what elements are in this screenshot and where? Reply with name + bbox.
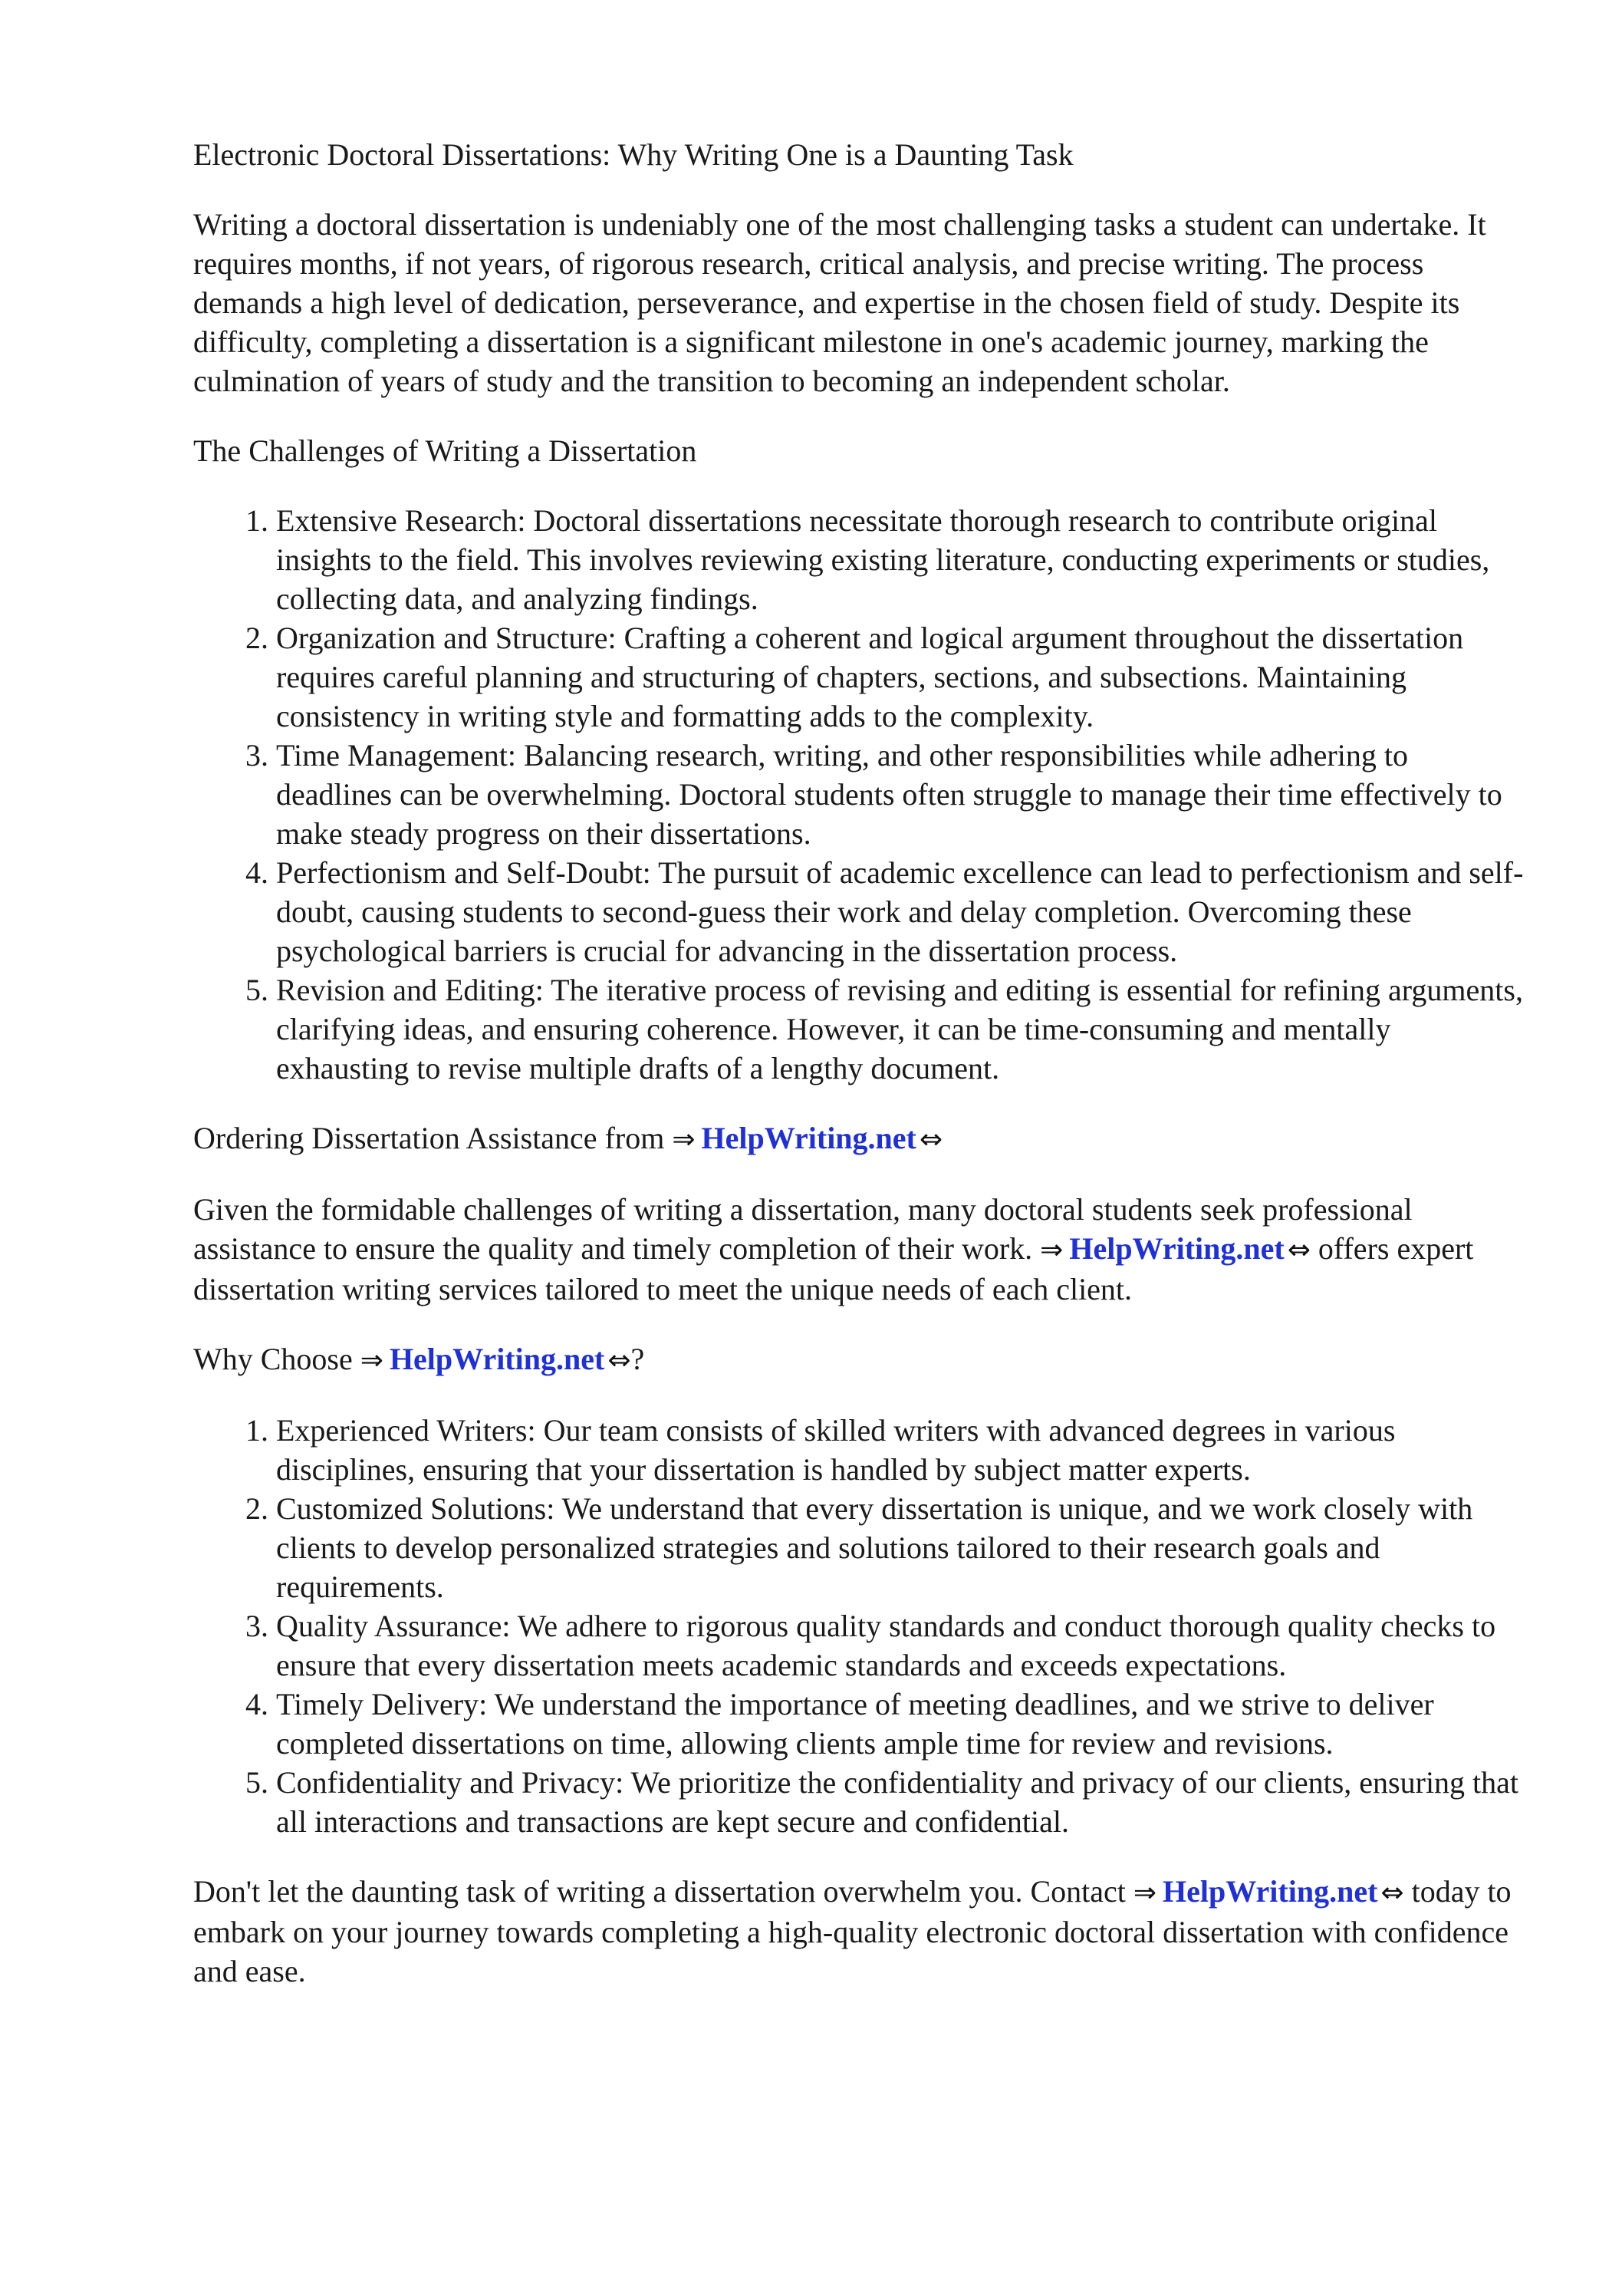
list-item: 1. Extensive Research: Doctoral dissertations necessitate thorough research to contribute original insights to the field. This involves reviewing existing literature, conducting experiments or studies, collecting data, and analyzing findings. [276,501,1528,618]
ordering-paragraph [193,1190,1528,1309]
document-page [193,135,1528,2021]
why-choose-heading [193,1339,1528,1380]
why-choose-text: Why Choose [193,1342,353,1376]
helpwriting-link[interactable]: HelpWriting.net [1069,1231,1285,1266]
helpwriting-link[interactable]: HelpWriting.net [389,1342,605,1376]
why-choose-suffix: ? [630,1342,645,1376]
closing-suffix: today to embark on your journey towards completing a high-quality electronic doctoral dissertation with confidence and ease. [193,1874,1512,1988]
left-right-double-arrow-icon: ⇔ [607,1345,631,1376]
list-item: 2. Customized Solutions: We understand that every dissertation is unique, and we work closely with clients to develop personalized strategies and solutions tailored to their research goals and requirements. [276,1489,1528,1606]
list-item: 3. Quality Assurance: We adhere to rigorous quality standards and conduct thorough quality checks to ensure that every dissertation meets academic standards and exceeds expectations. [276,1606,1528,1685]
list-item: 1. Experienced Writers: Our team consists of skilled writers with advanced degrees in various disciplines, ensuring that your dissertation is handled by subject matter experts. [276,1411,1528,1489]
right-double-arrow-icon: ⇒ [1133,1877,1157,1909]
challenges-heading: The Challenges of Writing a Dissertation [193,433,697,468]
list-item: 4. Perfectionism and Self-Doubt: The pursuit of academic excellence can lead to perfectionism and self-doubt, causing students to second-guess their work and delay completion. Overcoming these psychological barriers is crucial for advancing in the dissertation process. [276,853,1528,970]
ordering-paragraph-suffix: offers expert dissertation writing services tailored to meet the unique needs of each client. [193,1231,1474,1306]
ordering-heading-text: Ordering Dissertation Assistance from [193,1121,665,1155]
left-right-double-arrow-icon: ⇔ [1380,1877,1404,1909]
helpwriting-link[interactable]: HelpWriting.net [701,1121,916,1155]
right-double-arrow-icon: ⇒ [672,1124,696,1155]
reasons-list [193,1411,1528,1841]
left-right-double-arrow-icon: ⇔ [919,1124,943,1155]
list-item: 5. Revision and Editing: The iterative process of revising and editing is essential for refining arguments, clarifying ideas, and ensuring coherence. However, it can be time-consuming and mentally exhausting to revise multiple drafts of a lengthy document. [276,970,1528,1088]
closing-text: Don't let the daunting task of writing a dissertation overwhelm you. Contact [193,1874,1126,1909]
document-title: Electronic Doctoral Dissertations: Why Writing One is a Daunting Task [193,137,1074,172]
ordering-paragraph-text: Given the formidable challenges of writing a dissertation, many doctoral students seek professional assistance to ensure the quality and timely completion of their work. [193,1192,1413,1266]
list-item: 5. Confidentiality and Privacy: We prioritize the confidentiality and privacy of our clients, ensuring that all interactions and transactions are kept secure and confidential. [276,1763,1528,1841]
left-right-double-arrow-icon: ⇔ [1287,1234,1311,1266]
intro-paragraph: Writing a doctoral dissertation is undeniably one of the most challenging tasks a student can undertake. It requires months, if not years, of rigorous research, critical analysis, and precise writing. The process demands a high level of dedication, perseverance, and expertise in the chosen field of study. Despite its difficulty, completing a dissertation is a significant milestone in one's academic journey, marking the culmination of years of study and the transition to becoming an independent scholar. [193,207,1486,398]
right-double-arrow-icon: ⇒ [360,1345,383,1376]
closing-paragraph [193,1872,1528,1991]
challenges-list [193,501,1528,1088]
list-item: 3. Time Management: Balancing research, writing, and other responsibilities while adhering to deadlines can be overwhelming. Doctoral students often struggle to manage their time effectively to make steady progress on their dissertations. [276,736,1528,853]
ordering-heading [193,1118,1528,1159]
list-item: 2. Organization and Structure: Crafting a coherent and logical argument throughout the dissertation requires careful planning and structuring of chapters, sections, and subsections. Maintaining consistency in writing style and formatting adds to the complexity. [276,618,1528,736]
list-item: 4. Timely Delivery: We understand the importance of meeting deadlines, and we strive to deliver completed dissertations on time, allowing clients ample time for review and revisions. [276,1685,1528,1763]
helpwriting-link[interactable]: HelpWriting.net [1163,1874,1378,1909]
right-double-arrow-icon: ⇒ [1040,1234,1064,1266]
